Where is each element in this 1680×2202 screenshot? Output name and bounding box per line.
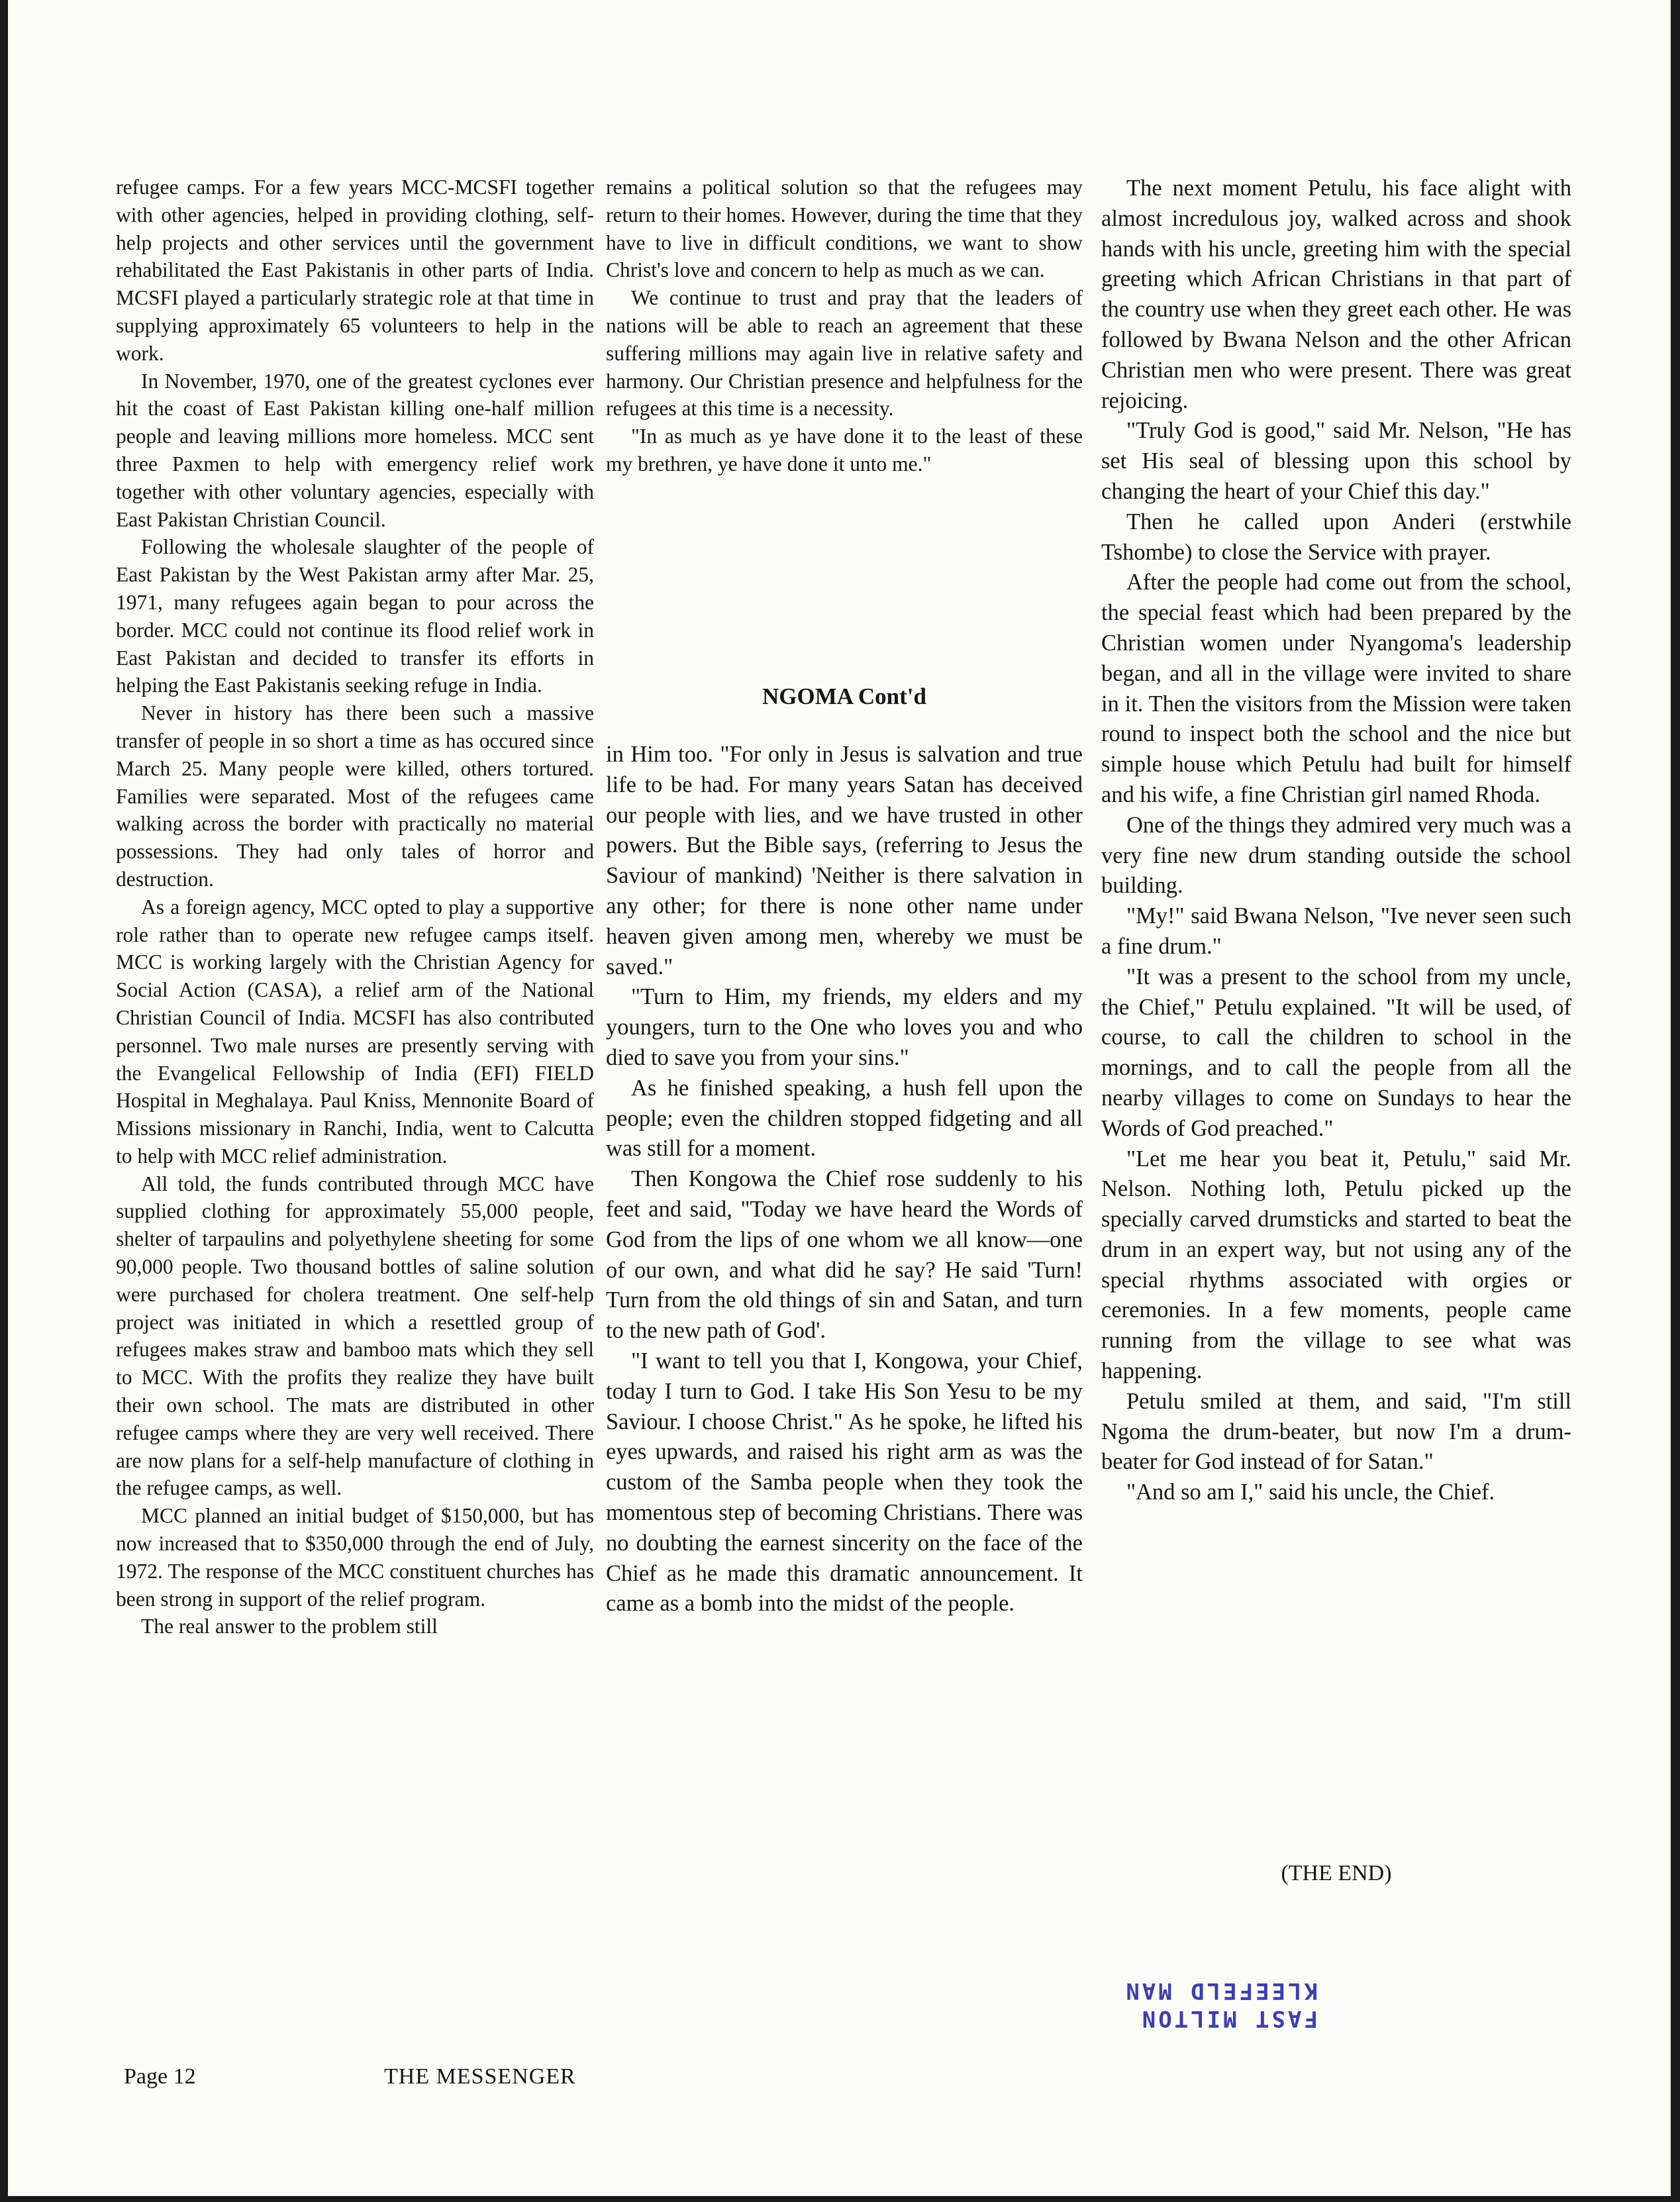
the-end-marker: (THE END)	[1281, 1861, 1392, 1885]
paragraph: "It was a present to the school from my uncle, the Chief," Petulu explained. "It will be used, of course, to call the children to school in the mornings, and to call the people from all the nearby villages to come on Sundays to hear the Words of God preached."	[1101, 964, 1571, 1141]
paragraph: "My!" said Bwana Nelson, "Ive never seen such a fine drum."	[1101, 903, 1571, 959]
publication-name: THE MESSENGER	[384, 2064, 576, 2089]
paragraph: Petulu smiled at them, and said, "I'm still Ngoma the drum-beater, but now I'm a drum-beater for God instead of for Satan."	[1101, 1388, 1571, 1475]
column-3-story	[1101, 174, 1571, 1508]
column-1-article	[116, 174, 594, 1640]
paragraph: Following the wholesale slaughter of the people of East Pakistan by the West Pakistan army after Mar. 25, 1971, many refugees again began to pour across the border. MCC could not continue its flood relief work in East Pakistan and decided to transfer its efforts in helping the East Pakistanis seeking refuge in India.	[116, 535, 594, 697]
column-2-story	[606, 740, 1083, 1619]
paragraph: MCC planned an initial budget of $150,000, but has now increased that to $350,000 through the end of July, 1972. The response of the MCC constituent churches has been strong in support of the relief program.	[116, 1504, 594, 1611]
paragraph: "And so am I," said his uncle, the Chief.	[1126, 1479, 1495, 1505]
paragraph: "Let me hear you beat it, Petulu," said Mr. Nelson. Nothing loth, Petulu picked up the specially carved drumsticks and started to beat the drum in an expert way, but not using any of the special rhythms associated with orgies or ceremonies. In a few moments, people came running from the village to see what was happening.	[1101, 1146, 1571, 1384]
paragraph: remains a political solution so that the refugees may return to their homes. However, during the time that they have to live in difficult conditions, we want to show Christ's love and concern to help as much as we can.	[606, 175, 1083, 282]
paragraph: "Turn to Him, my friends, my elders and my youngers, turn to the One who loves you and who died to save you from your sins."	[606, 984, 1083, 1070]
paragraph: One of the things they admired very much was a very fine new drum standing outside the school building.	[1101, 812, 1571, 899]
paragraph: "Truly God is good," said Mr. Nelson, "He has set His seal of blessing upon this school by changing the heart of your Chief this day."	[1101, 418, 1571, 504]
stamp-line-1: FAST MILTON	[1139, 2005, 1318, 2032]
paragraph: in Him too. "For only in Jesus is salvation and true life to be had. For many years Satan has deceived our people with lies, and we have trusted in other powers. But the Bible says, (referring to Jesus the Saviour of mankind) 'Neither is there salvation in any other; for there is none other name under heaven given among men, whereby we must be saved."	[606, 742, 1083, 979]
paragraph: "I want to tell you that I, Kongowa, your Chief, today I turn to God. I take His Son Yesu to be my Saviour. I choose Christ." As he spoke, he lifted his eyes upwards, and raised his right arm as was the custom of the Samba people when they took the momentous step of becoming Christians. There was no doubting the earnest sincerity on the face of the Chief as he made this dramatic announcement. It came as a bomb into the midst of the people.	[606, 1348, 1083, 1617]
paragraph: In November, 1970, one of the greatest cyclones ever hit the coast of East Pakistan killing one-half million people and leaving millions more homeless. MCC sent three Paxmen to help with emergency relief work together with other voluntary agencies, especially with East Pakistan Christian Council.	[116, 369, 594, 531]
address-stamp	[1079, 1977, 1318, 2032]
paragraph: The next moment Petulu, his face alight with almost incredulous joy, walked across and shook hands with his uncle, greeting him with the special greeting which African Christians in that part of the country use when they greet each other. He was followed by Bwana Nelson and the other African Christian men who were present. There was great rejoicing.	[1101, 175, 1571, 413]
paragraph: As he finished speaking, a hush fell upon the people; even the children stopped fidgeting and all was still for a moment.	[606, 1075, 1083, 1162]
page	[8, 0, 1671, 2196]
column-2-article-continued	[606, 174, 1083, 478]
paragraph: Never in history has there been such a massive transfer of people in so short a time as has occured since March 25. Many people were killed, others tortured. Families were separated. Most of the refugees came walking across the border with practically no material possessions. They had only tales of horror and destruction.	[116, 701, 594, 891]
paragraph: After the people had come out from the school, the special feast which had been prepared by the Christian women under Nyangoma's leadership began, and all in the village were invited to share in it. Then the visitors from the Mission were taken round to inspect both the school and the nice but simple house which Petulu had built for himself and his wife, a fine Christian girl named Rhoda.	[1101, 570, 1571, 807]
paragraph: "In as much as ye have done it to the least of these my brethren, ye have done it unto me."	[606, 425, 1083, 475]
paragraph: The real answer to the problem still	[141, 1615, 438, 1638]
paragraph: Then he called upon Anderi (erstwhile Tshombe) to close the Service with prayer.	[1101, 509, 1571, 565]
stamp-line-2: KLEEFELD MAN	[1123, 1977, 1318, 2004]
paragraph: We continue to trust and pray that the leaders of nations will be able to reach an agreement that these suffering millions may again live in relative safety and harmony. Our Christian presence and helpfulness for the refugees at this time is a necessity.	[606, 286, 1083, 421]
paragraph: refugee camps. For a few years MCC-MCSFI together with other agencies, helped in providing clothing, self-help projects and other services until the government rehabilitated the East Pakistanis in other parts of India. MCSFI played a particularly strategic role at that time in supplying approximately 65 volunteers to help in the work.	[116, 175, 594, 365]
page-number: Page 12	[124, 2064, 196, 2089]
paragraph: Then Kongowa the Chief rose suddenly to his feet and said, "Today we have heard the Words of God from the lips of one whom we all know—one of our own, and what did he say? He said 'Turn! Turn from the old things of sin and Satan, and turn to the new path of God'.	[606, 1166, 1083, 1344]
paragraph: All told, the funds contributed through MCC have supplied clothing for approximately 55,000 people, shelter of tarpaulins and polyethylene sheeting for some 90,000 people. Two thousand bottles of saline solution were purchased for cholera treatment. One self-help project was initiated in which a resettled group of refugees makes straw and bamboo mats which they sell to MCC. With the profits they realize they have built their own school. The mats are distributed in other refugee camps where they are very well received. There are now plans for a self-help manufacture of clothing in the refugee camps, as well.	[116, 1172, 594, 1500]
section-heading: NGOMA Cont'd	[762, 683, 926, 709]
paragraph: As a foreign agency, MCC opted to play a supportive role rather than to operate new refugee camps itself. MCC is working largely with the Christian Agency for Social Action (CASA), a relief arm of the National Christian Council of India. MCSFI has also contributed personnel. Two male nurses are presently serving with the Evangelical Fellowship of India (EFI) FIELD Hospital in Meghalaya. Paul Kniss, Mennonite Board of Missions missionary in Ranchi, India, went to Calcutta to help with MCC relief administration.	[116, 895, 594, 1168]
